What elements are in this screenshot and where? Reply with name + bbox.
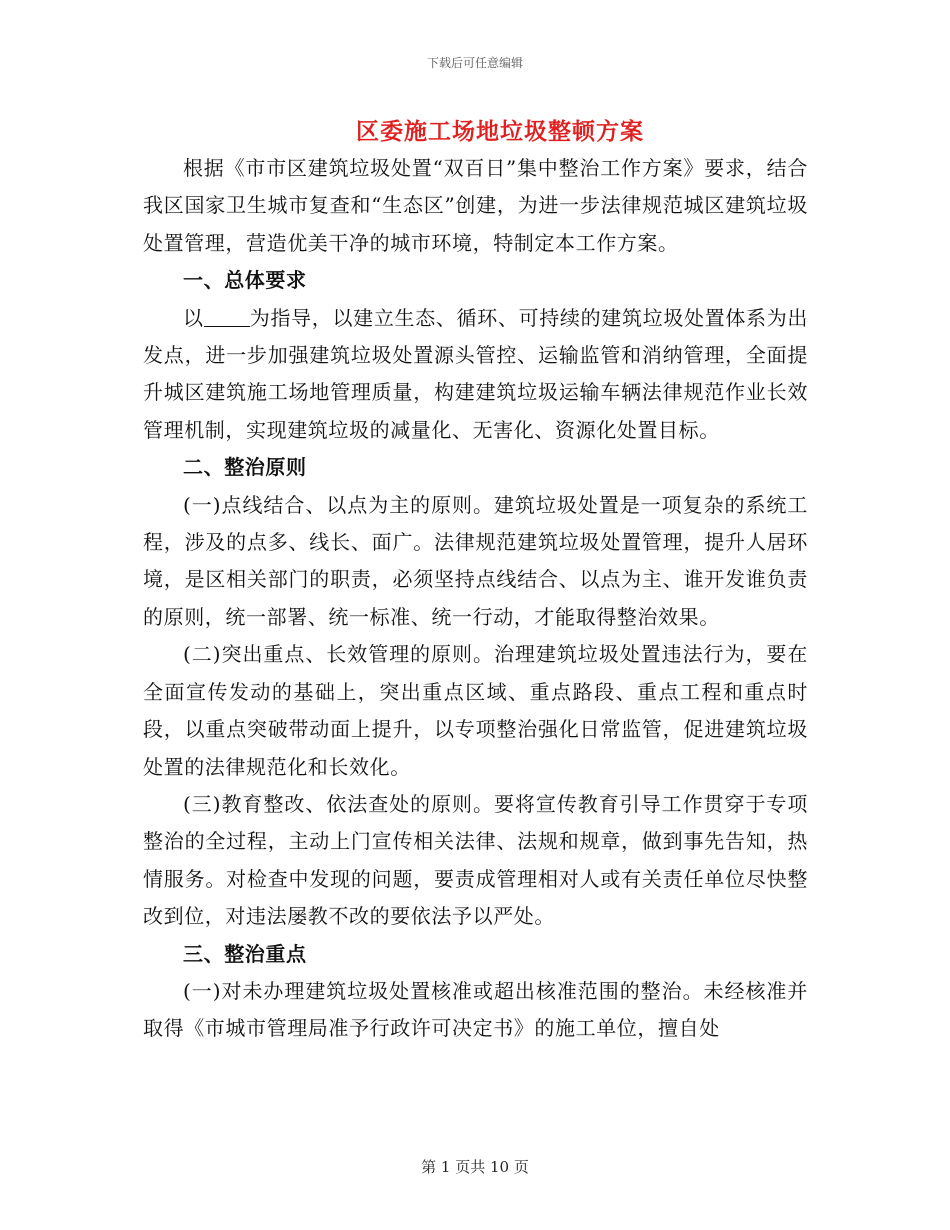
section-2-paragraph: (三)教育整改、依法查处的原则。要将宣传教育引导工作贯穿于专项整治的全过程，主动上门宣传相关法律、法规和规章，做到事先告知，热情服务。对检查中发现的问题，要责成管理相对人或有关责任单位尽快整改到位，对违法屡教不改的要依法予以严处。 xyxy=(143,791,808,929)
section-2-paragraph: (二)突出重点、长效管理的原则。治理建筑垃圾处置违法行为，要在全面宣传发动的基础上，突出重点区域、重点路段、重点工程和重点时段，以重点突破带动面上提升，以专项整治强化日常监管，促进建筑垃圾处置的法律规范化和长效化。 xyxy=(143,642,808,779)
section-3-paragraph: (一)对未办理建筑垃圾处置核准或超出核准范围的整治。未经核准并取得《市城市管理局准予行政许可决定书》的施工单位，擅自处 xyxy=(143,978,808,1041)
fill-in-blank xyxy=(204,306,250,327)
page-footer: 第 1 页共 10 页 xyxy=(421,1158,529,1176)
document-body xyxy=(143,150,808,1048)
section-heading-3: 三、整治重点 xyxy=(183,941,307,966)
blank-prefix: 以 xyxy=(183,305,204,330)
section-heading-2: 二、整治原则 xyxy=(183,455,307,480)
section-heading-1: 一、总体要求 xyxy=(183,268,307,293)
blank-suffix: 为指导，以建立生态、循环、可持续的建筑垃圾处置体系为出发点，进一步加强建筑垃圾处置源头管控、运输监管和消纳管理，全面提升城区建筑施工场地管理质量，构建建筑垃圾运输车辆法律规范作业长效管理机制，实现建筑垃圾的减量化、无害化、资源化处置目标。 xyxy=(143,305,808,442)
section-1-paragraph xyxy=(143,300,808,450)
document-title: 区委施工场地垃圾整顿方案 xyxy=(356,119,644,145)
header-note: 下载后可任意编辑 xyxy=(426,56,523,70)
intro-paragraph: 根据《市市区建筑垃圾处置“双百日”集中整治工作方案》要求，结合我区国家卫生城市复查和“生态区”创建，为进一步法律规范城区建筑垃圾处置管理，营造优美干净的城市环境，特制定本工作方案。 xyxy=(143,156,808,255)
section-2-paragraph: (一)点线结合、以点为主的原则。建筑垃圾处置是一项复杂的系统工程，涉及的点多、线长、面广。法律规范建筑垃圾处置管理，提升人居环境，是区相关部门的职责，必须坚持点线结合、以点为主、谁开发谁负责的原则，统一部署、统一标准、统一行动，才能取得整治效果。 xyxy=(143,492,808,629)
